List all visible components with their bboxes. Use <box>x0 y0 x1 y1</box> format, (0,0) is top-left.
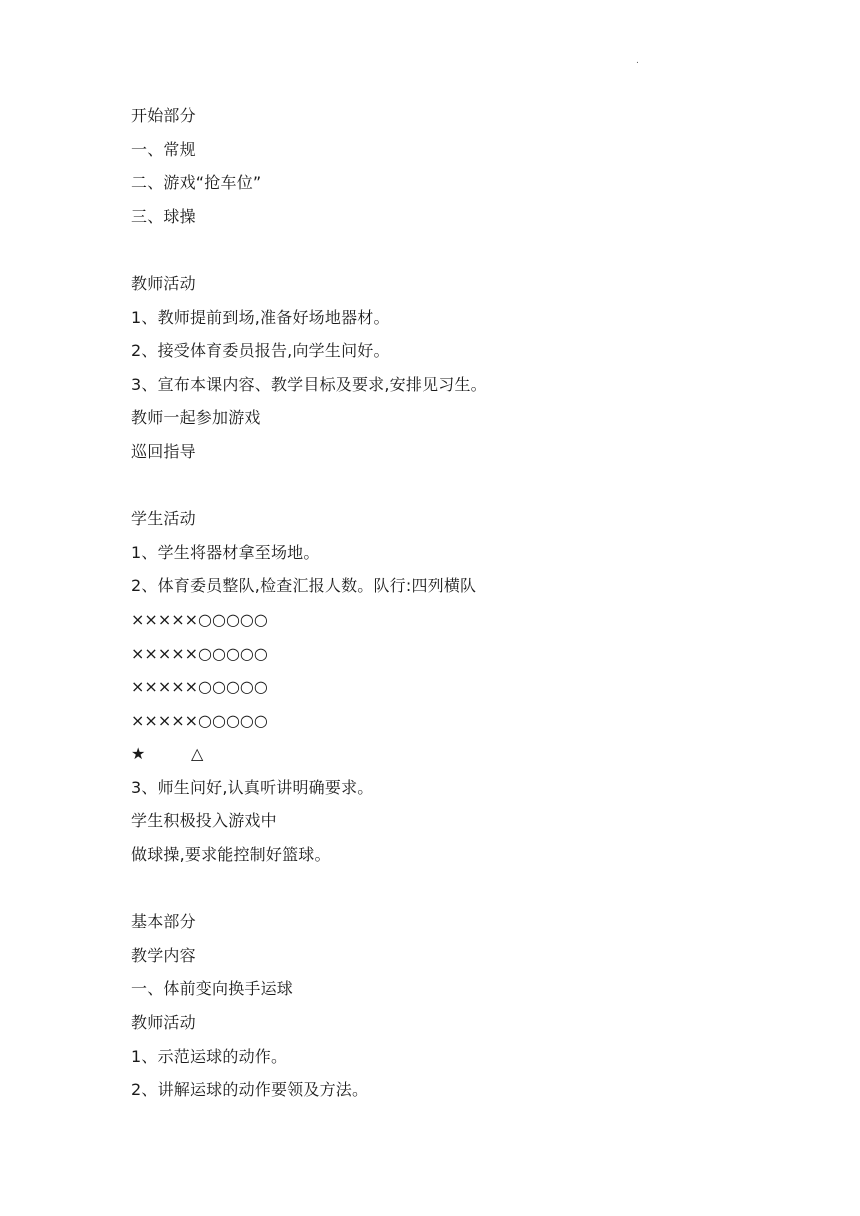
triangle-icon: △ <box>191 744 204 764</box>
formation-row-4: ×××××○○○○○ <box>131 710 268 730</box>
formation-row-2: ×××××○○○○○ <box>131 643 268 663</box>
formation-row-3: ×××××○○○○○ <box>131 677 268 697</box>
student-item-5: 做球操,要求能控制好篮球。 <box>131 845 331 865</box>
basic-teacher-item-1: 1、示范运球的动作。 <box>131 1046 288 1066</box>
header-mark: . <box>636 56 639 66</box>
section-title-student: 学生活动 <box>131 509 196 529</box>
formation-markers <box>131 737 751 771</box>
basic-subtitle: 教学内容 <box>131 945 196 965</box>
teacher-item-3: 3、宣布本课内容、教学目标及要求,安排见习生。 <box>131 374 487 394</box>
basic-teacher-item-2: 2、讲解运球的动作要领及方法。 <box>131 1080 369 1100</box>
formation-row-1: ×××××○○○○○ <box>131 609 268 629</box>
student-item-3: 3、师生问好,认真听讲明确要求。 <box>131 777 374 797</box>
section-title-teacher: 教师活动 <box>131 273 196 293</box>
document-body <box>131 99 751 1107</box>
teacher-item-5: 巡回指导 <box>131 441 196 461</box>
teacher-item-4: 教师一起参加游戏 <box>131 408 261 428</box>
spacer <box>131 469 751 503</box>
section-title-start: 开始部分 <box>131 106 196 125</box>
section-title-basic: 基本部分 <box>131 912 196 932</box>
teacher-item-1: 1、教师提前到场,准备好场地器材。 <box>131 307 390 327</box>
student-item-2: 2、体育委员整队,检查汇报人数。队行:四列横队 <box>131 576 477 596</box>
spacer <box>131 233 751 267</box>
start-item-1: 一、常规 <box>131 139 196 159</box>
teacher-item-2: 2、接受体育委员报告,向学生问好。 <box>131 341 390 361</box>
basic-teacher-title: 教师活动 <box>131 1013 196 1033</box>
basic-item: 一、体前变向换手运球 <box>131 979 294 999</box>
student-item-4: 学生积极投入游戏中 <box>131 811 277 831</box>
spacer <box>131 872 751 906</box>
student-item-1: 1、学生将器材拿至场地。 <box>131 542 320 562</box>
star-icon: ★ <box>131 744 146 764</box>
start-item-2: 二、游戏“抢车位” <box>131 173 262 193</box>
start-item-3: 三、球操 <box>131 206 196 226</box>
